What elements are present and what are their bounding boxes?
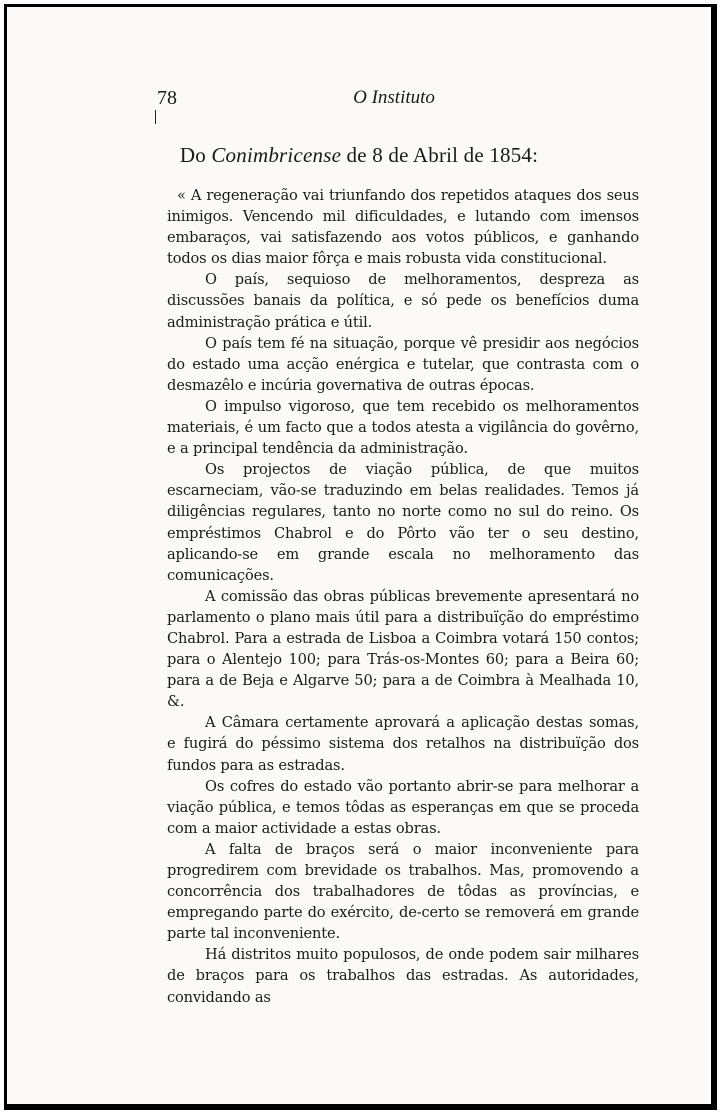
paragraph: Há distritos muito populosos, de onde podem sair milhares de braços para os trabalhos das estradas. As autoridades, convidando as bbox=[167, 946, 639, 1006]
journal-title: O Instituto bbox=[353, 87, 435, 108]
paragraph: O país tem fé na situação, porque vê presidir aos negócios do estado uma acção enérgica e tutelar, que contrasta com o desmazêlo e incúria governativa de outras épocas. bbox=[167, 334, 639, 394]
paragraph: Os projectos de viação pública, de que muitos escarneciam, vão-se traduzindo em belas realidades. Temos já diligências regulares, tanto no norte como no sul do reino. Os empréstimos Chabrol e do Pôrto vão ter o seu destino, aplicando-se em grande escala no melhoramento das comunicações. bbox=[167, 461, 639, 584]
paragraph: A Câmara certamente aprovará a aplicação destas somas, e fugirá do péssimo sistema dos retalhos na distribuïção dos fundos para as estradas. bbox=[167, 714, 639, 774]
heading-source: Conimbricense bbox=[211, 143, 342, 167]
heading-prefix: Do bbox=[179, 143, 212, 167]
paragraph: O impulso vigoroso, que tem recebido os melhoramentos materiais, é um facto que a todos atesta a vigilância do govêrno, e a principal tendência da administração. bbox=[167, 397, 639, 458]
paragraph: « A regeneração vai triunfando dos repetidos ataques dos seus inimigos. Vencendo mil dificuldades, e lutando com imensos embaraços, vai satisfazendo aos votos públicos, e ganhando todos os dias maior fôrça e mais robusta vida constitucional. bbox=[167, 187, 639, 268]
scan-speck bbox=[155, 110, 156, 124]
document-page bbox=[4, 4, 717, 1110]
paragraph: O país, sequioso de melhoramentos, despreza as discussões banais da política, e só pede os benefícios duma administração prática e útil. bbox=[167, 271, 639, 331]
paragraph: A comissão das obras públicas brevemente apresentará no parlamento o plano mais útil para a distribuïção do empréstimo Chabrol. Para a estrada de Lisboa a Coimbra votará 150 contos; para o Alentejo 100; para Trás-os-Montes 60; para a Beira 60; para a de Beja e Algarve 50; para a de Coimbra à Mealhada 10, &. bbox=[167, 587, 639, 711]
body-text bbox=[167, 185, 639, 1008]
page-number: 78 bbox=[157, 87, 177, 109]
running-head bbox=[7, 87, 711, 117]
paragraph: Os cofres do estado vão portanto abrir-se para melhorar a viação pública, e temos tôdas as esperanças em que se proceda com a maior actividade a estas obras. bbox=[167, 777, 639, 837]
paragraph: A falta de braços será o maior inconveniente para progredirem com brevidade os trabalhos. Mas, promovendo a concorrência dos trabalhadores de tôdas as províncias, e empregando parte do exército, de-certo se removerá em grande parte tal inconveniente. bbox=[167, 840, 639, 943]
heading-suffix: de 8 de Abril de 1854: bbox=[341, 143, 539, 167]
section-heading bbox=[7, 143, 711, 168]
